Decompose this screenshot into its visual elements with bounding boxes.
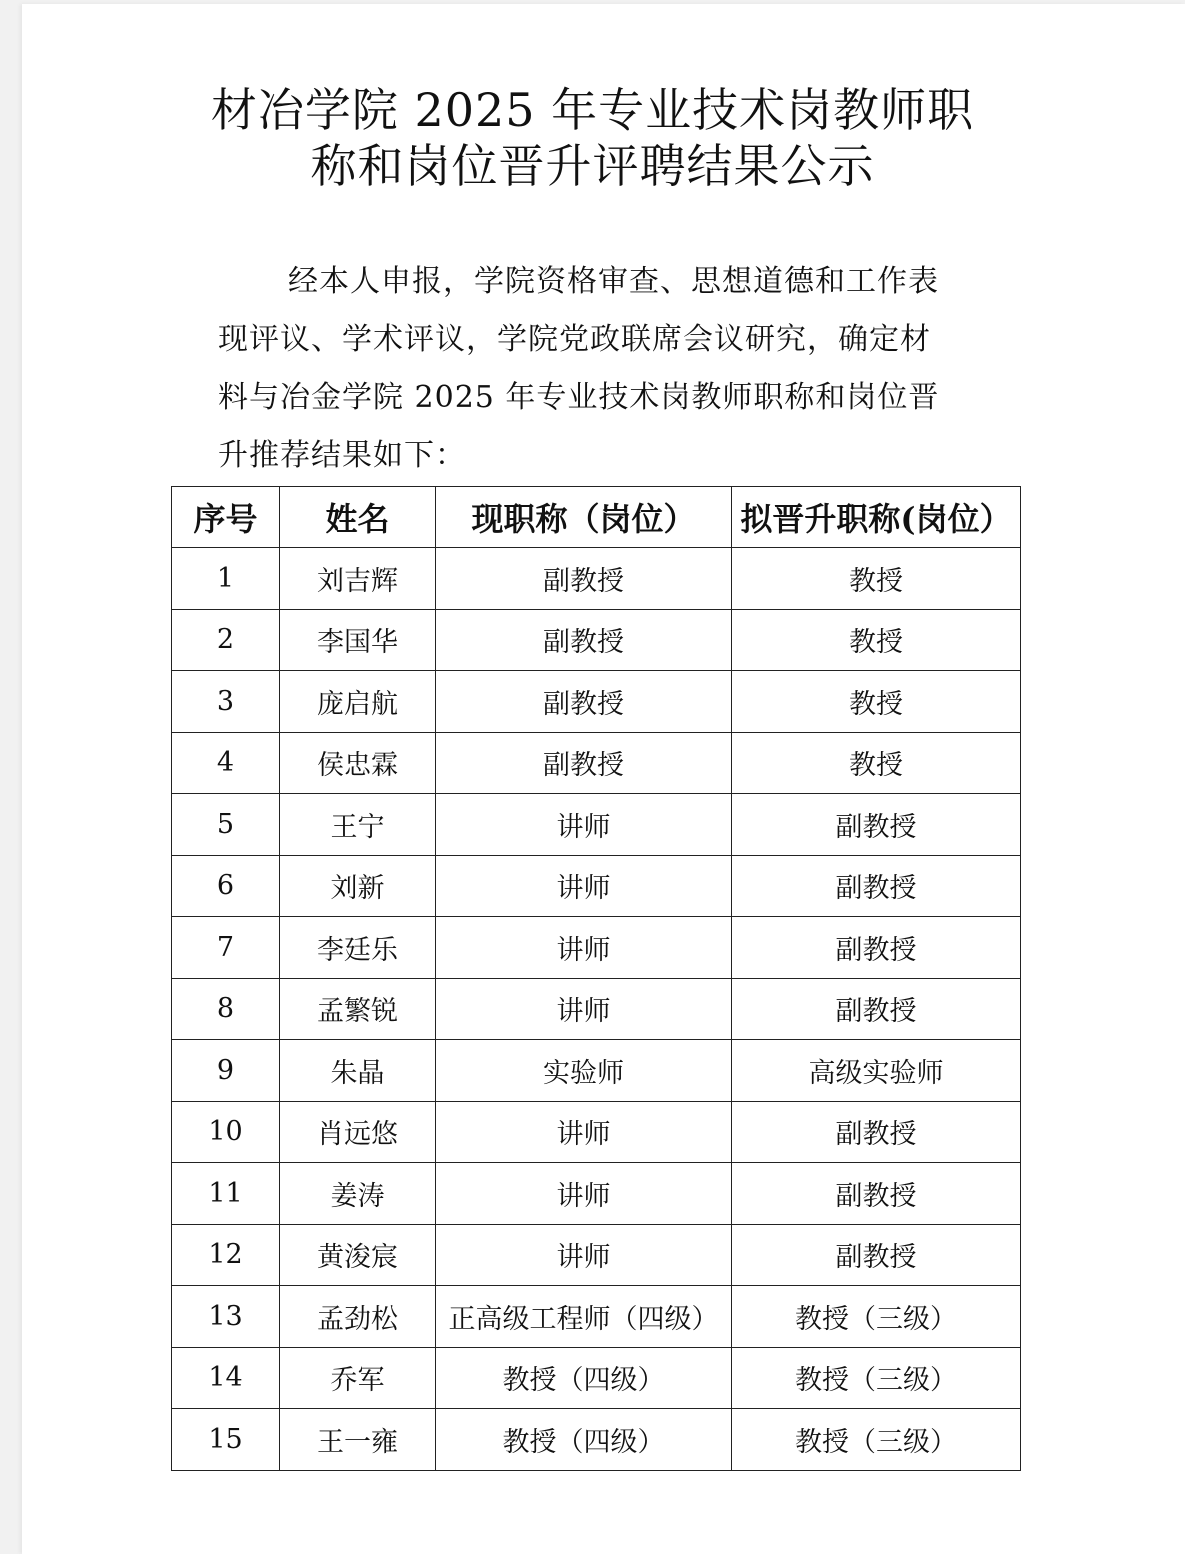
name-cell: 孟繁锐: [280, 978, 436, 1040]
proposed-title-cell: 副教授: [732, 978, 1021, 1040]
table-row: [172, 1224, 1021, 1286]
name-cell: 孟劲松: [280, 1286, 436, 1348]
serial-number-cell: 12: [172, 1224, 280, 1286]
proposed-title-cell: 教授: [732, 671, 1021, 733]
table-row: [172, 732, 1021, 794]
proposed-title-cell: 教授（三级）: [732, 1347, 1021, 1409]
table-row: [172, 1286, 1021, 1348]
serial-number-cell: 7: [172, 917, 280, 979]
table-row: [172, 917, 1021, 979]
current-title-cell: 副教授: [436, 548, 732, 610]
table-row: [172, 978, 1021, 1040]
results-table: [171, 486, 1021, 1471]
current-title-cell: 讲师: [436, 1101, 732, 1163]
name-cell: 李廷乐: [280, 917, 436, 979]
header-name: 姓名: [280, 487, 436, 548]
current-title-cell: 讲师: [436, 978, 732, 1040]
name-cell: 刘新: [280, 855, 436, 917]
serial-number-cell: 9: [172, 1040, 280, 1102]
name-cell: 侯忠霖: [280, 732, 436, 794]
body-paragraph-line-2: 现评议、学术评议，学院党政联席会议研究，确定材: [218, 322, 931, 357]
proposed-title-cell: 教授: [732, 548, 1021, 610]
table-row: [172, 855, 1021, 917]
table-header-row: [172, 487, 1021, 548]
table-row: [172, 1040, 1021, 1102]
name-cell: 黄浚宸: [280, 1224, 436, 1286]
table-row: [172, 1101, 1021, 1163]
current-title-cell: 正高级工程师（四级）: [436, 1286, 732, 1348]
name-cell: 李国华: [280, 609, 436, 671]
serial-number-cell: 11: [172, 1163, 280, 1225]
proposed-title-cell: 副教授: [732, 855, 1021, 917]
proposed-title-cell: 高级实验师: [732, 1040, 1021, 1102]
document-title-line-2: 称和岗位晋升评聘结果公示: [310, 139, 875, 193]
current-title-cell: 讲师: [436, 917, 732, 979]
table-row: [172, 671, 1021, 733]
proposed-title-cell: 副教授: [732, 1224, 1021, 1286]
table-row: [172, 1347, 1021, 1409]
table-row: [172, 794, 1021, 856]
serial-number-cell: 6: [172, 855, 280, 917]
current-title-cell: 讲师: [436, 1224, 732, 1286]
name-cell: 朱晶: [280, 1040, 436, 1102]
serial-number-cell: 1: [172, 548, 280, 610]
table-row: [172, 1409, 1021, 1471]
table-row: [172, 1163, 1021, 1225]
name-cell: 肖远悠: [280, 1101, 436, 1163]
name-cell: 庞启航: [280, 671, 436, 733]
name-cell: 王宁: [280, 794, 436, 856]
current-title-cell: 讲师: [436, 794, 732, 856]
proposed-title-cell: 副教授: [732, 1101, 1021, 1163]
body-paragraph-line-3: 料与冶金学院 2025 年专业技术岗教师职称和岗位晋: [218, 380, 940, 415]
name-cell: 王一雍: [280, 1409, 436, 1471]
table-row: [172, 548, 1021, 610]
current-title-cell: 实验师: [436, 1040, 732, 1102]
proposed-title-cell: 副教授: [732, 1163, 1021, 1225]
table-row: [172, 609, 1021, 671]
body-paragraph-line-1: 经本人申报，学院资格审查、思想道德和工作表: [288, 264, 939, 299]
current-title-cell: 副教授: [436, 671, 732, 733]
serial-number-cell: 13: [172, 1286, 280, 1348]
current-title-cell: 讲师: [436, 855, 732, 917]
serial-number-cell: 8: [172, 978, 280, 1040]
proposed-title-cell: 教授: [732, 732, 1021, 794]
serial-number-cell: 15: [172, 1409, 280, 1471]
header-serial-number: 序号: [172, 487, 280, 548]
serial-number-cell: 2: [172, 609, 280, 671]
current-title-cell: 教授（四级）: [436, 1409, 732, 1471]
serial-number-cell: 3: [172, 671, 280, 733]
proposed-title-cell: 教授（三级）: [732, 1286, 1021, 1348]
serial-number-cell: 14: [172, 1347, 280, 1409]
name-cell: 乔军: [280, 1347, 436, 1409]
table-body: [172, 548, 1021, 1471]
header-proposed-title: 拟晋升职称(岗位）: [732, 487, 1021, 548]
proposed-title-cell: 教授（三级）: [732, 1409, 1021, 1471]
serial-number-cell: 10: [172, 1101, 280, 1163]
current-title-cell: 教授（四级）: [436, 1347, 732, 1409]
current-title-cell: 副教授: [436, 609, 732, 671]
document-title-line-1: 材冶学院 2025 年专业技术岗教师职: [210, 83, 975, 137]
body-paragraph-line-4: 升推荐结果如下：: [218, 438, 466, 473]
proposed-title-cell: 副教授: [732, 917, 1021, 979]
serial-number-cell: 4: [172, 732, 280, 794]
name-cell: 姜涛: [280, 1163, 436, 1225]
proposed-title-cell: 副教授: [732, 794, 1021, 856]
name-cell: 刘吉辉: [280, 548, 436, 610]
serial-number-cell: 5: [172, 794, 280, 856]
proposed-title-cell: 教授: [732, 609, 1021, 671]
header-current-title: 现职称（岗位）: [436, 487, 732, 548]
current-title-cell: 讲师: [436, 1163, 732, 1225]
current-title-cell: 副教授: [436, 732, 732, 794]
